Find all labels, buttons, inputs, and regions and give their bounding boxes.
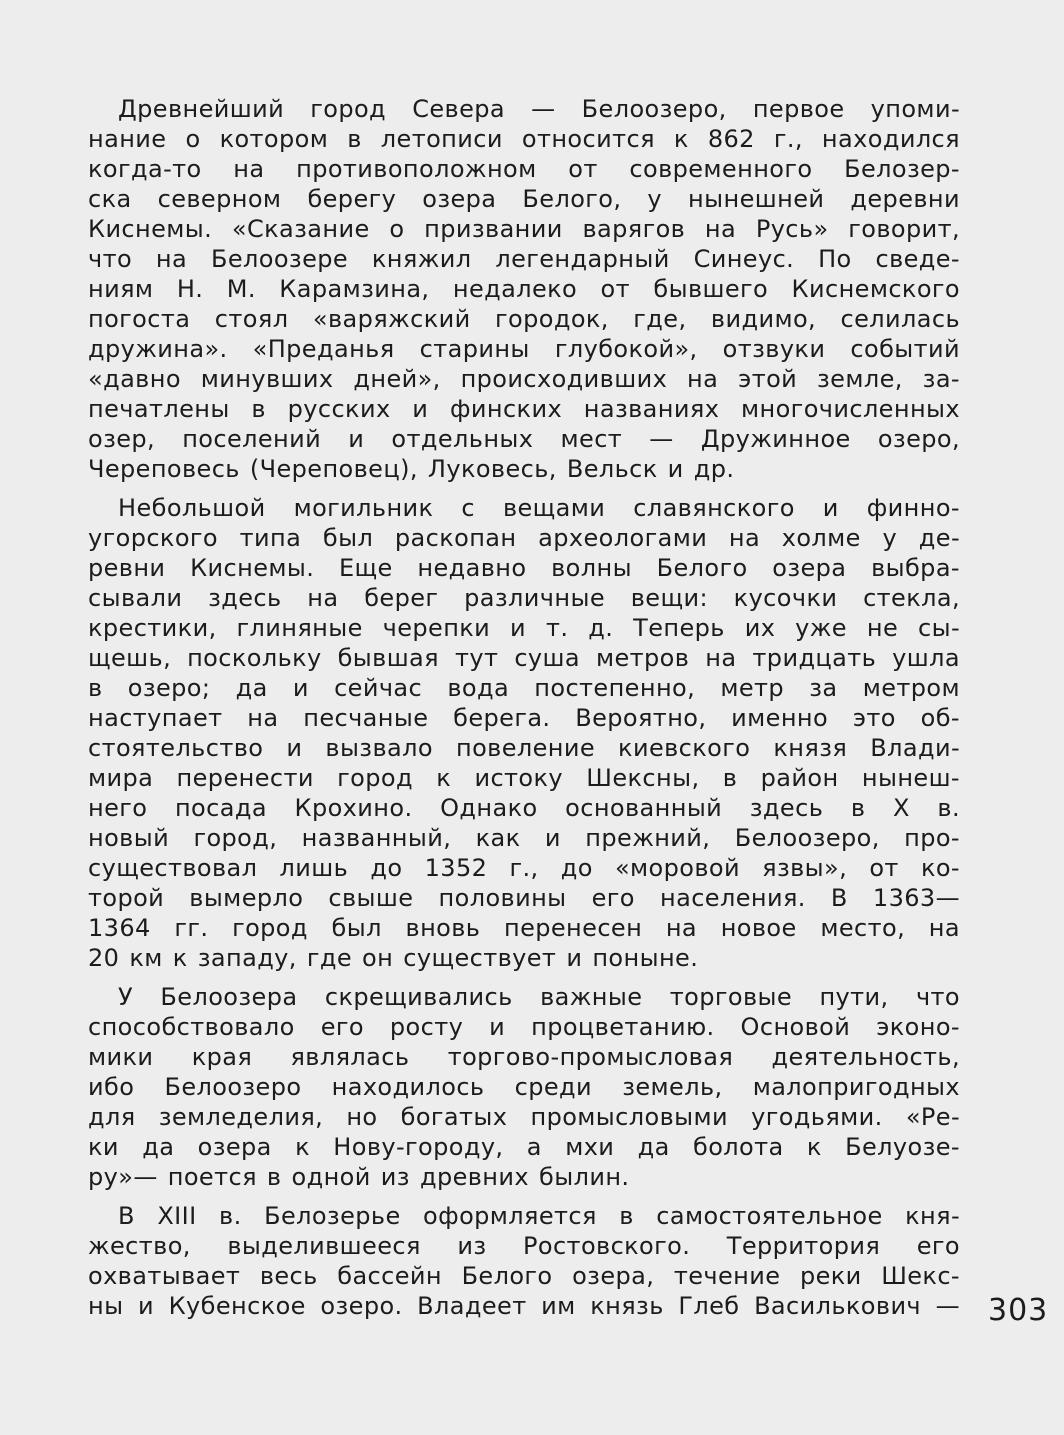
page-number: 303 (988, 1293, 1049, 1328)
text-line: наступает на песчаные берега. Вероятно, именно это об- (88, 704, 960, 732)
text-line: сывали здесь на берег различные вещи: кусочки стекла, (88, 584, 960, 612)
text-line: ска северном берегу озера Белого, у нынешней деревни (88, 185, 960, 213)
text-line: озер, поселений и отдельных мест — Дружинное озеро, (88, 425, 960, 453)
text-line: стоятельство и вызвало повеление киевского князя Влади- (88, 734, 960, 762)
text-line: ниям Н. М. Карамзина, недалеко от бывшего Киснемского (88, 275, 960, 303)
paragraph-3 (88, 982, 960, 1192)
text-line: дружина». «Преданья старины глубокой», отзвуки событий (88, 335, 960, 363)
text-line: мики края являлась торгово-промысловая деятельность, (88, 1043, 960, 1071)
text-line: Череповесь (Череповец), Луковесь, Вельск и др. (88, 455, 735, 483)
text-line: нание о котором в летописи относится к 862 г., находился (88, 125, 960, 153)
text-line: ки да озера к Нову-городу, а мхи да болота к Белуозе- (88, 1133, 960, 1161)
text-line: ибо Белоозеро находилось среди земель, малопригодных (88, 1073, 960, 1101)
text-line: В XIII в. Белозерье оформляется в самостоятельное кня- (118, 1202, 960, 1230)
text-line: ны и Кубенское озеро. Владеет им князь Глеб Василькович — (88, 1292, 960, 1320)
paragraph-1 (88, 94, 960, 484)
text-line: У Белоозера скрещивались важные торговые пути, что (118, 983, 960, 1011)
text-line: что на Белоозере княжил легендарный Синеус. По сведе- (88, 245, 960, 273)
text-line: мира перенести город к истоку Шексны, в район нынеш- (88, 764, 960, 792)
text-line: 20 км к западу, где он существует и поныне. (88, 944, 699, 972)
text-line: крестики, глиняные черепки и т. д. Теперь их уже не сы- (88, 614, 960, 642)
text-line: существовал лишь до 1352 г., до «моровой язвы», от ко- (88, 854, 960, 882)
text-line: печатлены в русских и финских названиях многочисленных (88, 395, 960, 423)
paragraph-2 (88, 493, 960, 973)
text-line: Небольшой могильник с вещами славянского и финно- (118, 494, 960, 522)
text-line: в озеро; да и сейчас вода постепенно, метр за метром (88, 674, 960, 702)
text-line: жество, выделившееся из Ростовского. Территория его (88, 1232, 960, 1260)
text-line: охватывает весь бассейн Белого озера, течение реки Шекс- (88, 1262, 960, 1290)
text-line: погоста стоял «варяжский городок, где, видимо, селилась (88, 305, 960, 333)
text-line: Киснемы. «Сказание о призвании варягов на Русь» говорит, (88, 215, 960, 243)
text-line: 1364 гг. город был вновь перенесен на новое место, на (88, 914, 960, 942)
text-line: ревни Киснемы. Еще недавно волны Белого озера выбра- (88, 554, 960, 582)
text-line: угорского типа был раскопан археологами на холме у де- (88, 524, 960, 552)
text-line: для земледелия, но богатых промысловыми угодьями. «Ре- (88, 1103, 960, 1131)
text-line: способствовало его росту и процветанию. Основой эконо- (88, 1013, 960, 1041)
text-line: ру»— поется в одной из древних былин. (88, 1163, 630, 1191)
text-line: Древнейший город Севера — Белоозеро, первое упоми- (118, 95, 960, 123)
paragraph-4 (88, 1201, 960, 1321)
text-line: «давно минувших дней», происходивших на этой земле, за- (88, 365, 960, 393)
body-text (88, 94, 960, 1330)
text-line: новый город, названный, как и прежний, Белоозеро, про- (88, 824, 960, 852)
text-line: когда-то на противоположном от современного Белозер- (88, 155, 960, 183)
text-line: него посада Крохино. Однако основанный здесь в X в. (88, 794, 960, 822)
text-line: торой вымерло свыше половины его населения. В 1363— (88, 884, 960, 912)
text-line: щешь, поскольку бывшая тут суша метров на тридцать ушла (88, 644, 960, 672)
